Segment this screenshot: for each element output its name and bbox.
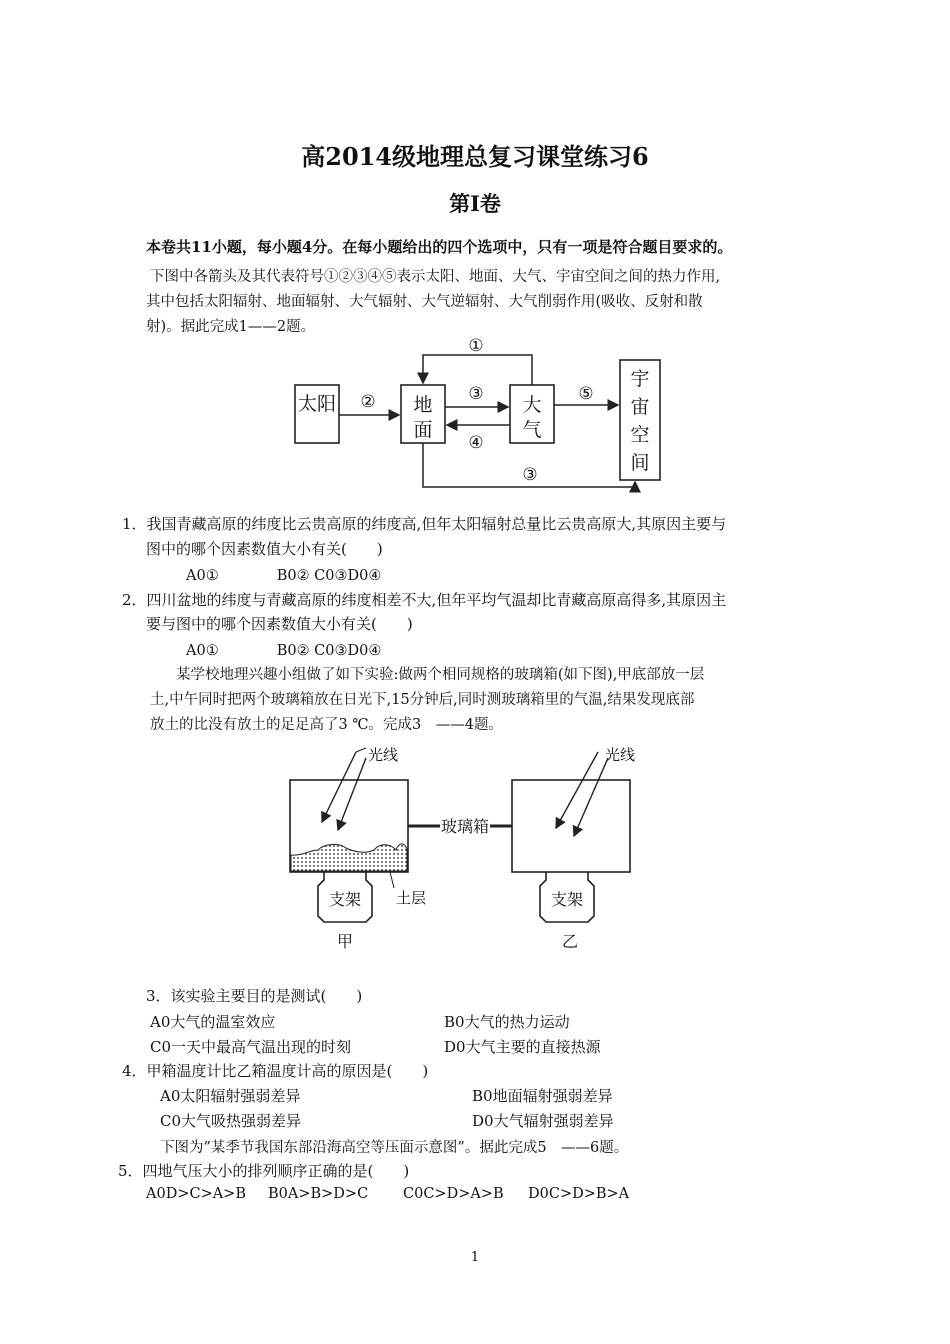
light-label-right: 光线 bbox=[605, 746, 636, 764]
space-char-3: 空 bbox=[630, 424, 650, 446]
glass-box-label: 玻璃箱 bbox=[440, 817, 490, 836]
q2-stem-line2: 要与图中的哪个因素数值大小有关( ) bbox=[146, 615, 413, 633]
heat-flow-diagram bbox=[280, 335, 680, 495]
label-4: ④ bbox=[468, 433, 484, 453]
instructions: 本卷共11小题，每小题4分。在每小题给出的四个选项中，只有一项是符合题目要求的。 bbox=[146, 238, 733, 256]
arrow-1 bbox=[423, 355, 532, 385]
q1-options: A0① B0② C0③D0④ bbox=[186, 568, 382, 584]
q4-option-d: D0大气辐射强弱差异 bbox=[472, 1112, 614, 1130]
q3-option-d: D0大气主要的直接热源 bbox=[444, 1038, 601, 1056]
q1-stem-line1: 1．我国青藏高原的纬度比云贵高原的纬度高,但年太阳辐射总量比云贵高原大,其原因主要与 bbox=[122, 515, 727, 533]
soil-layer bbox=[291, 844, 407, 871]
q3-option-a: A0大气的温室效应 bbox=[150, 1013, 276, 1031]
label-5: ⑤ bbox=[578, 384, 594, 404]
q5-option-b: B0A>B>D>C bbox=[268, 1186, 369, 1202]
ground-char-2: 面 bbox=[413, 419, 433, 441]
q5-stem: 5．四地气压大小的排列顺序正确的是( ) bbox=[118, 1162, 410, 1180]
q5-option-c: C0C>D>A>B bbox=[403, 1186, 504, 1202]
label-yi: 乙 bbox=[561, 932, 579, 951]
ground-char-1: 地 bbox=[413, 394, 433, 416]
q4-option-c: C0大气吸热强弱差异 bbox=[160, 1112, 302, 1130]
light-ray-left-1 bbox=[322, 752, 356, 822]
q5-option-d: D0C>D>B>A bbox=[528, 1186, 630, 1202]
q3-option-b: B0大气的热力运动 bbox=[444, 1013, 570, 1031]
box-yi bbox=[512, 780, 630, 872]
q4-option-b: B0地面辐射强弱差异 bbox=[472, 1087, 613, 1105]
q2-stem-line1: 2．四川盆地的纬度与青藏高原的纬度相差不大,但年平均气温却比青藏高原高得多,其原因主 bbox=[122, 591, 727, 609]
glass-box-experiment-diagram bbox=[280, 740, 660, 955]
intro1-line1: 下图中各箭头及其代表符号①②③④⑤表示太阳、地面、大气、宇宙空间之间的热力作用, bbox=[150, 269, 721, 285]
intro2-line3: 放土的比没有放土的足足高了3 ℃。完成3 ——4题。 bbox=[150, 717, 504, 733]
page-number: 1 bbox=[470, 1250, 480, 1265]
q3-stem: 3．该实验主要目的是测试( ) bbox=[146, 987, 363, 1005]
intro3: 下图为”某季节我国东部沿海高空等压面示意图”。据此完成5 ——6题。 bbox=[160, 1140, 629, 1156]
space-char-4: 间 bbox=[630, 452, 650, 474]
atm-char-1: 大 bbox=[522, 394, 542, 416]
page-title: 高2014级地理总复习课堂练习6 bbox=[301, 142, 649, 171]
section-title: 第Ⅰ卷 bbox=[449, 191, 501, 216]
q3-option-c: C0一天中最高气温出现的时刻 bbox=[150, 1038, 352, 1056]
intro1-line2: 其中包括太阳辐射、地面辐射、大气辐射、大气逆辐射、大气削弱作用(吸收、反射和散 bbox=[146, 294, 703, 310]
stand-label-left: 支架 bbox=[328, 890, 362, 909]
label-jia: 甲 bbox=[336, 932, 354, 951]
q2-options: A0① B0② C0③D0④ bbox=[186, 643, 382, 659]
space-char-1: 宇 bbox=[630, 368, 650, 390]
atm-char-2: 气 bbox=[522, 419, 542, 441]
label-1: ① bbox=[468, 336, 484, 356]
intro1-line3: 射)。据此完成1——2题。 bbox=[146, 319, 316, 335]
light-ray-right-1 bbox=[556, 752, 598, 828]
soil-label: 土层 bbox=[396, 889, 427, 907]
q4-stem: 4．甲箱温度计比乙箱温度计高的原因是( ) bbox=[122, 1062, 429, 1080]
space-char-2: 宙 bbox=[630, 396, 650, 418]
q4-option-a: A0太阳辐射强弱差异 bbox=[160, 1087, 301, 1105]
stand-label-right: 支架 bbox=[550, 890, 584, 909]
label-3: ③ bbox=[468, 384, 484, 404]
intro2-line2: 土,中午同时把两个玻璃箱放在日光下,15分钟后,同时测玻璃箱里的气温,结果发现底部 bbox=[150, 692, 695, 708]
label-2: ② bbox=[360, 392, 376, 412]
sun-char-1: 太阳 bbox=[297, 393, 337, 415]
q1-stem-line2: 图中的哪个因素数值大小有关( ) bbox=[146, 540, 383, 558]
q5-option-a: A0D>C>A>B bbox=[146, 1186, 246, 1202]
light-label-left: 光线 bbox=[368, 746, 399, 764]
light-ray-left-2 bbox=[338, 758, 366, 830]
intro2-line1: 某学校地理兴趣小组做了如下实验:做两个相同规格的玻璃箱(如下图),甲底部放一层 bbox=[176, 667, 705, 683]
light-ray-right-2 bbox=[574, 758, 608, 836]
label-3b: ③ bbox=[522, 465, 538, 485]
